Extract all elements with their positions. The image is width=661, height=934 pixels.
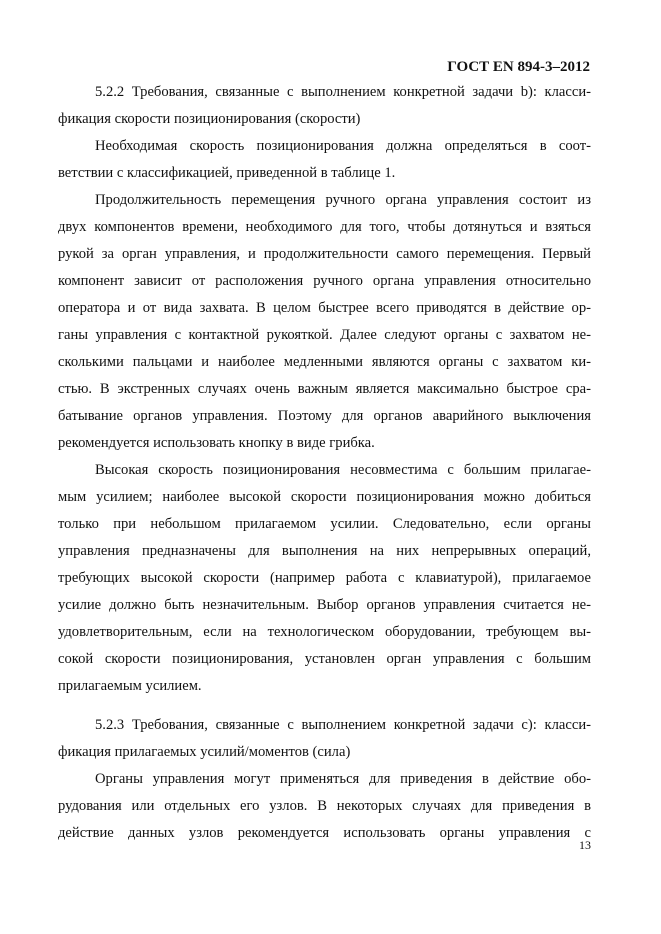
text-line: управления предназначены для выполнения на них непрерывных операций, [58,543,591,559]
text-line: 5.2.3 Требования, связанные с выполнением конкретной задачи c): класси- [95,717,591,733]
text-line: ганы управления с контактной рукояткой. Далее следуют органы с захватом не- [58,327,591,343]
text-line: рудования или отдельных его узлов. В некоторых случаях для приведения в [58,798,591,814]
text-line: сокой скорости позиционирования, установлен орган управления с большим [58,651,591,667]
text-line: ветствии с классификацией, приведенной в таблице 1. [58,165,396,181]
text-line: Продолжительность перемещения ручного органа управления состоит из [95,192,591,208]
text-line: сколькими пальцами и наиболее медленными являются органы с захватом ки- [58,354,591,370]
text-line: рукой за орган управления, и продолжительности самого перемещения. Первый [58,246,591,262]
text-line: прилагаемым усилием. [58,678,202,694]
text-line: оператора и от вида захвата. В целом быстрее всего приводятся в действие ор- [58,300,591,316]
text-line: Высокая скорость позиционирования несовместима с большим прилагае- [95,462,591,478]
text-line: действие данных узлов рекомендуется использовать органы управления с [58,825,591,841]
text-line: компонент зависит от расположения ручного органа управления относительно [58,273,591,289]
text-line: усилие должно быть незначительным. Выбор органов управления считается не- [58,597,591,613]
text-line: двух компонентов времени, необходимого для того, чтобы дотянуться и взяться [58,219,591,235]
text-line: батывание органов управления. Поэтому для органов аварийного выключения [58,408,591,424]
text-line: Необходимая скорость позиционирования должна определяться в соот- [95,138,591,154]
text-line: Органы управления могут применяться для приведения в действие обо- [95,771,591,787]
text-line: стью. В экстренных случаях очень важным является максимально быстрое сра- [58,381,591,397]
text-line: мым усилием; наиболее высокой скорости позиционирования можно добиться [58,489,591,505]
text-line: фикация скорости позиционирования (скорости) [58,111,361,127]
document-header: ГОСТ EN 894-3–2012 [447,59,590,75]
text-line: фикация прилагаемых усилий/моментов (сила) [58,744,351,760]
text-line: удовлетворительным, если на технологическом оборудовании, требующем вы- [58,624,591,640]
text-line: 5.2.2 Требования, связанные с выполнением конкретной задачи b): класси- [95,84,591,100]
text-line: только при небольшом прилагаемом усилии. Следовательно, если органы [58,516,591,532]
page-number: 13 [579,838,591,852]
text-line: требующих высокой скорости (например работа с клавиатурой), прилагаемое [58,570,591,586]
text-line: рекомендуется использовать кнопку в виде грибка. [58,435,375,451]
